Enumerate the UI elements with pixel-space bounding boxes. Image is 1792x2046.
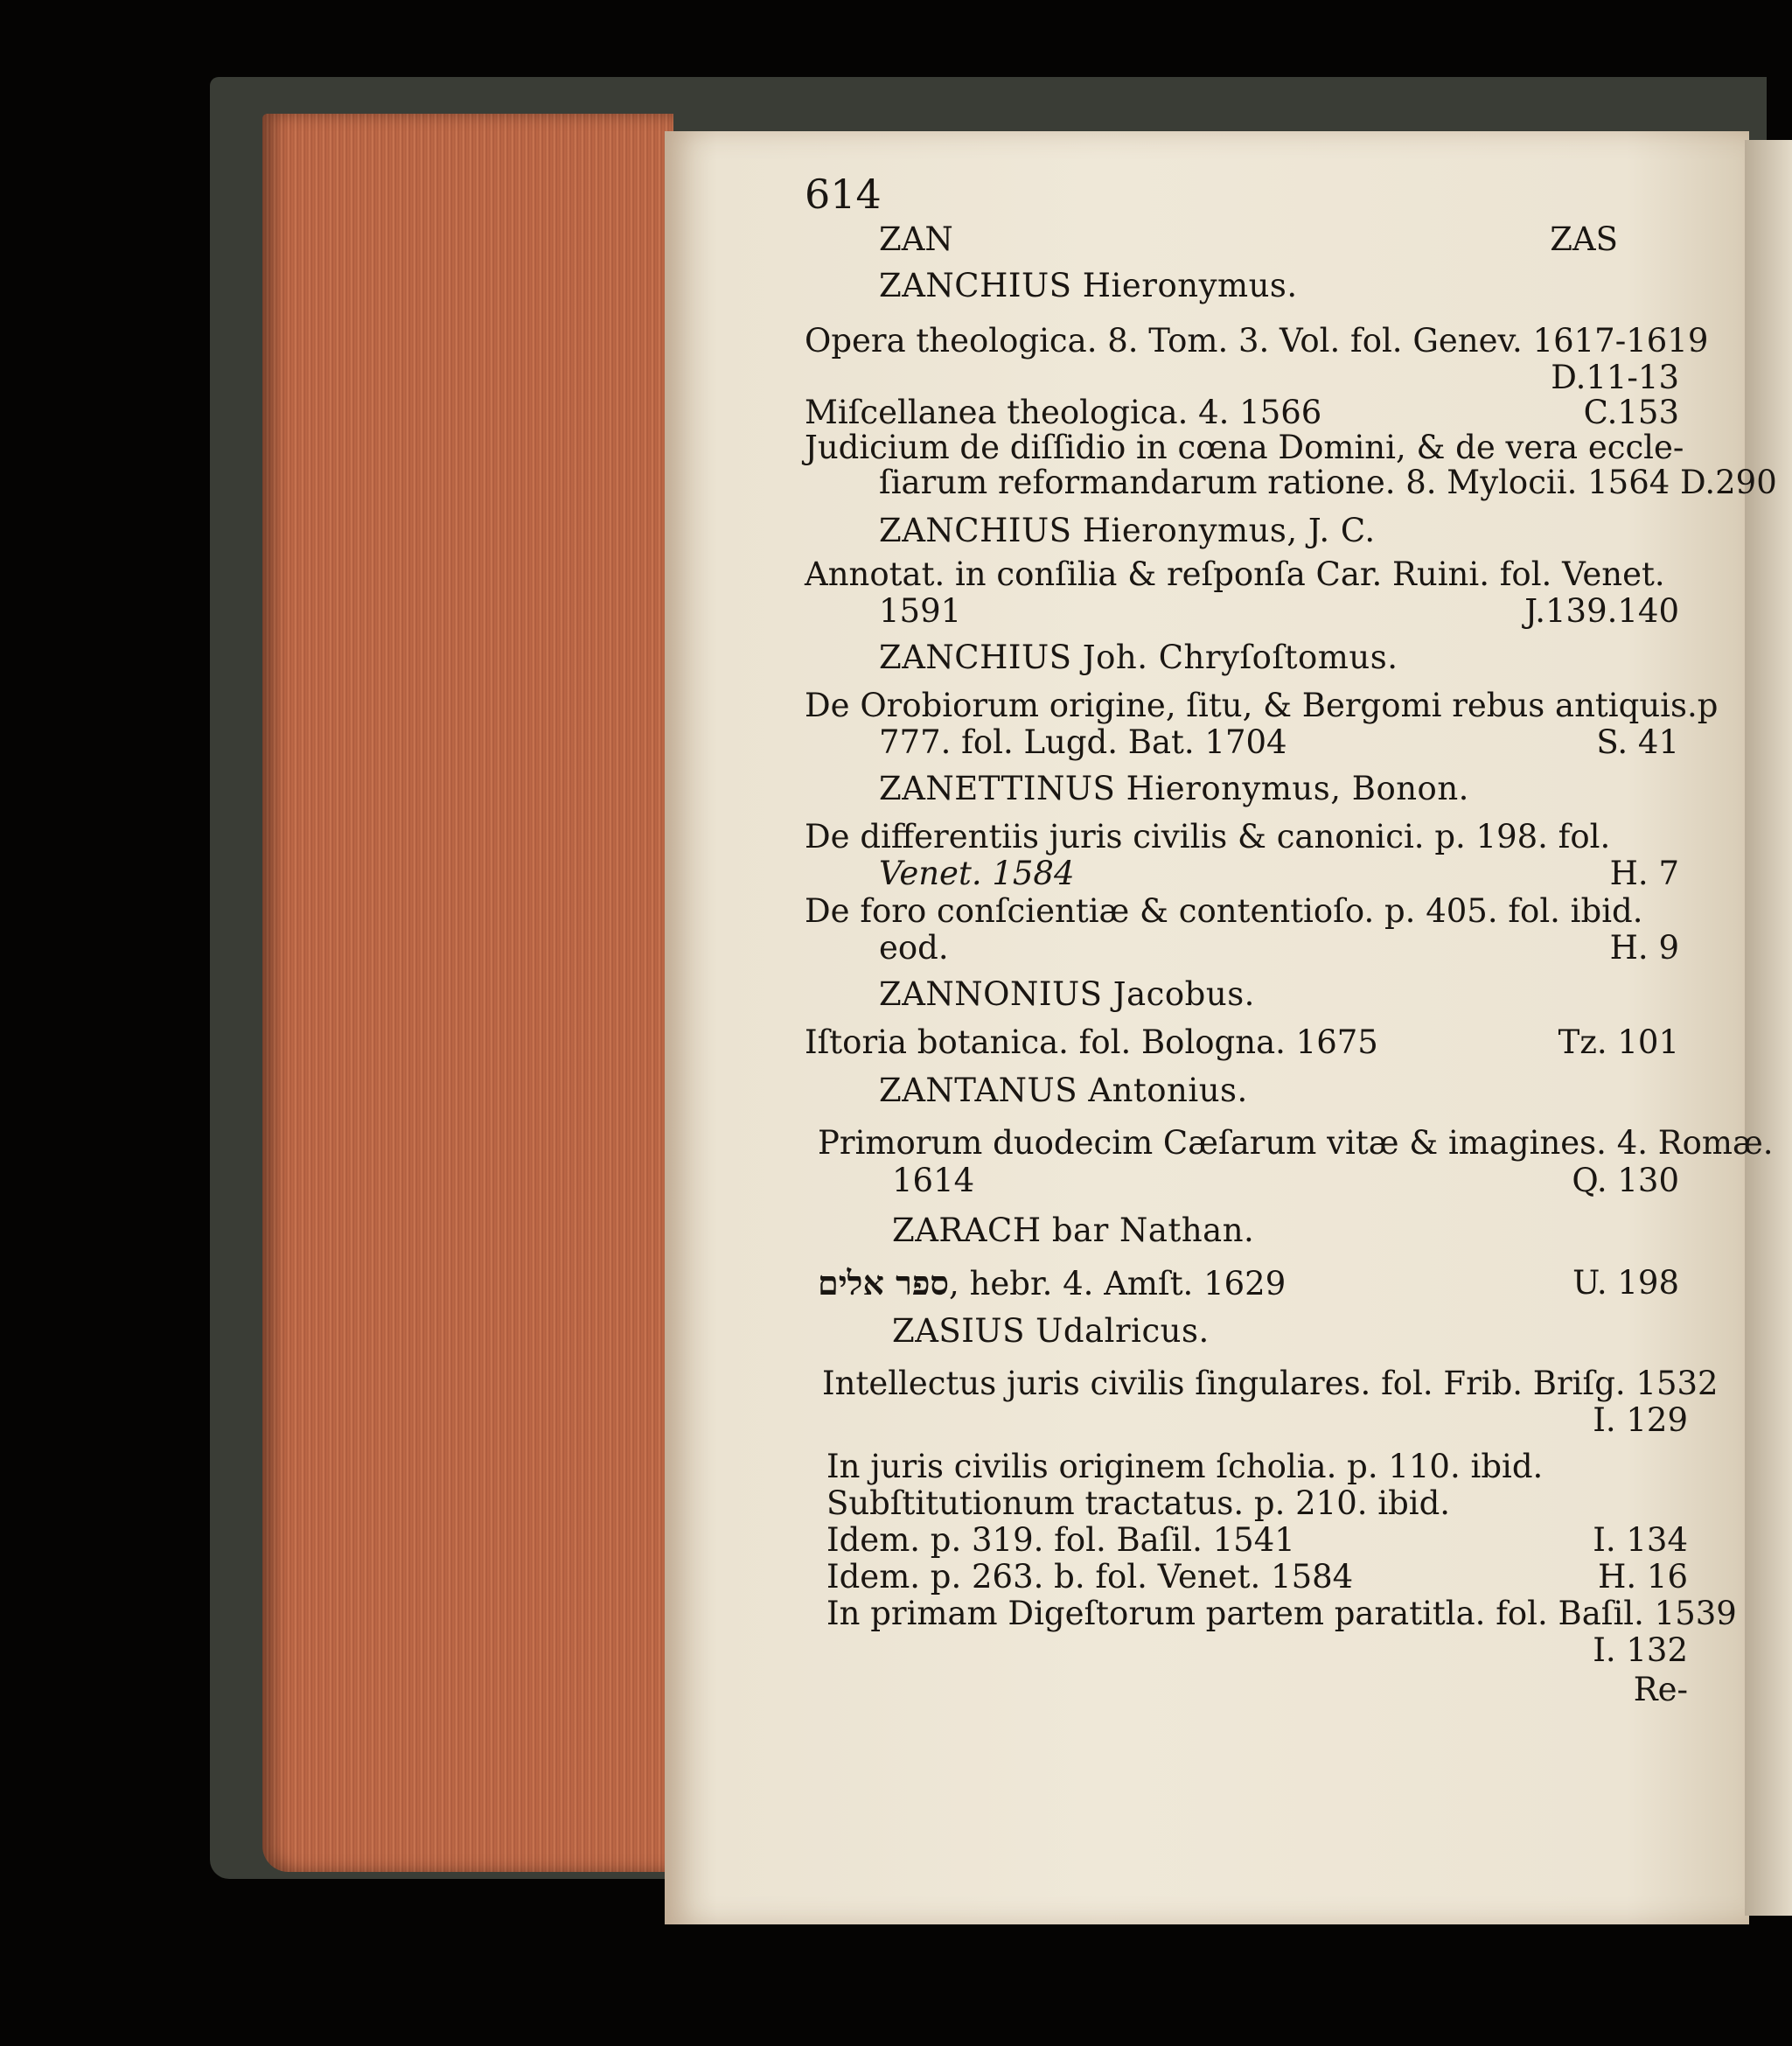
entry-line: Annotat. in conſilia & reſponſa Car. Ruini. fol. Venet. — [805, 555, 1665, 593]
hebrew-title: ספר אלים — [818, 1263, 950, 1302]
entry-ref: H. 9 — [1609, 929, 1679, 967]
entry-line: 1591 — [879, 592, 962, 630]
page-fore-edge — [262, 114, 673, 1872]
author-heading: ZANNONIUS Jacobus. — [879, 975, 1255, 1013]
entry-ref: I. 134 — [1593, 1521, 1688, 1559]
entry-ref: J.139.140 — [1524, 592, 1679, 630]
entry-line: Judicium de diſſidio in cœna Domini, & de vera eccle- — [805, 429, 1684, 466]
entry-ref: Tz. 101 — [1558, 1023, 1679, 1061]
running-head-right: ZAS — [1550, 220, 1618, 258]
entry-ref: H. 7 — [1609, 855, 1679, 892]
running-head-left: ZAN — [879, 220, 953, 258]
entry-line: 1614 — [892, 1162, 975, 1199]
entry-line: eod. — [879, 929, 949, 967]
entry-line: Idem. p. 319. fol. Baſil. 1541 — [826, 1521, 1295, 1559]
entry-line: In juris civilis originem ſcholia. p. 110. ibid. — [826, 1448, 1544, 1485]
author-heading: ZANCHIUS Hieronymus. — [879, 267, 1298, 304]
author-heading: ZARACH bar Nathan. — [892, 1212, 1255, 1249]
entry-line: 777. fol. Lugd. Bat. 1704 — [879, 723, 1287, 761]
entry-ref: Q. 130 — [1572, 1162, 1679, 1199]
page-number: 614 — [805, 171, 882, 218]
author-heading: ZANCHIUS Hieronymus, J. C. — [879, 512, 1376, 549]
entry-ref: I. 132 — [1593, 1631, 1688, 1669]
entry-line: De foro conſcientiæ & contentioſo. p. 405. fol. ibid. — [805, 892, 1643, 930]
author-heading: ZANTANUS Antonius. — [879, 1072, 1248, 1109]
author-heading: ZANETTINUS Hieronymus, Bonon. — [879, 770, 1469, 807]
entry-line: Primorum duodecim Cæſarum vitæ & imagines. 4. Romæ. — [818, 1124, 1774, 1162]
entry-ref: U. 198 — [1572, 1264, 1679, 1302]
author-heading: ZANCHIUS Joh. Chryſoſtomus. — [879, 639, 1398, 676]
entry-line: ſiarum reformandarum ratione. 8. Mylocii. 1564 D.290 — [879, 464, 1777, 501]
entry-line: Opera theologica. 8. Tom. 3. Vol. fol. Genev. 1617-1619 — [805, 322, 1709, 360]
author-heading: ZASIUS Udalricus. — [892, 1312, 1210, 1350]
entry-line — [818, 1264, 1286, 1303]
entry-line: Venet. 1584 — [879, 855, 1075, 892]
entry-line: Miſcellanea theologica. 4. 1566 — [805, 394, 1322, 431]
entry-line: De Orobiorum origine, ſitu, & Bergomi rebus antiquis.p — [805, 687, 1719, 724]
catchword: Re- — [1633, 1671, 1688, 1708]
entry-line: Subſtitutionum tractatus. p. 210. ibid. — [826, 1484, 1451, 1522]
entry-ref: S. 41 — [1596, 723, 1679, 761]
entry-line: De differentiis juris civilis & canonici. p. 198. fol. — [805, 818, 1611, 855]
entry-line: Intellectus juris civilis ſingulares. fol. Frib. Briſg. 1532 — [822, 1365, 1719, 1402]
entry-ref: H. 16 — [1598, 1558, 1688, 1596]
facing-page-edge — [1745, 140, 1792, 1916]
entry-line: Iſtoria botanica. fol. Bologna. 1675 — [805, 1023, 1378, 1061]
entry-ref: C.153 — [1583, 394, 1679, 431]
entry-line: Idem. p. 263. b. fol. Venet. 1584 — [826, 1558, 1354, 1596]
entry-line: In primam Digeſtorum partem paratitla. fol. Baſil. 1539 — [826, 1595, 1737, 1632]
entry-line-rest: , hebr. 4. Amſt. 1629 — [949, 1265, 1286, 1302]
entry-ref: D.11-13 — [1551, 359, 1679, 396]
entry-ref: I. 129 — [1593, 1401, 1688, 1439]
